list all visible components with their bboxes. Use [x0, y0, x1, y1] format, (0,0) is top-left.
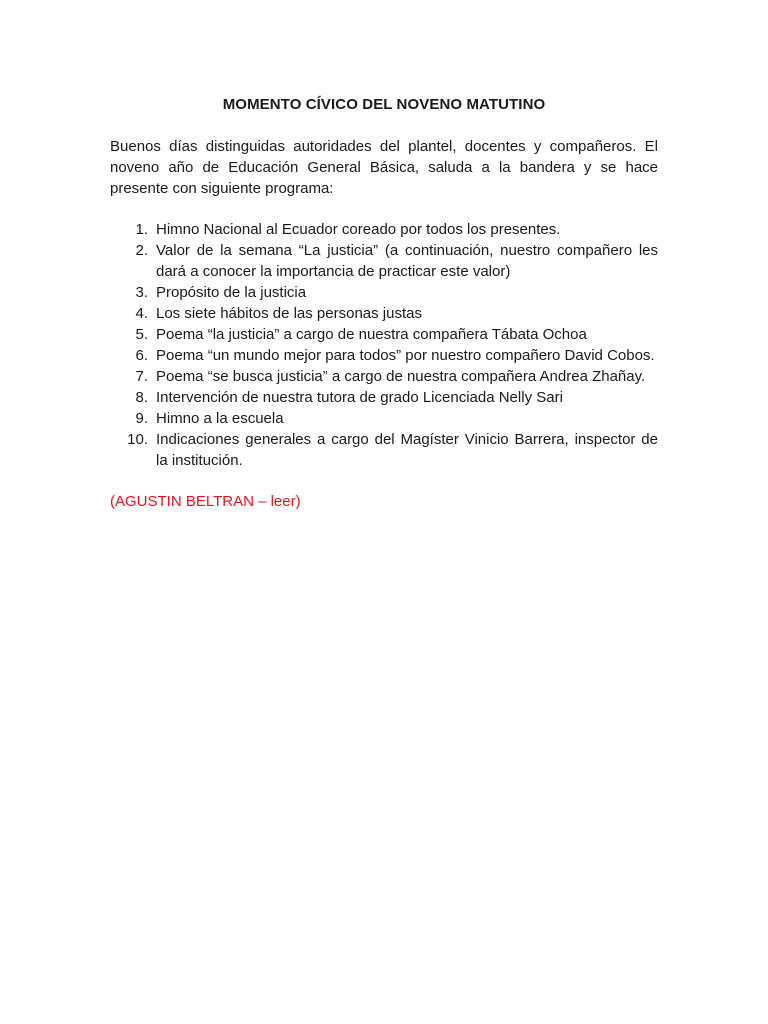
program-item-number: 10.	[127, 431, 148, 448]
program-item-number: 1.	[135, 221, 148, 238]
program-item	[110, 366, 658, 387]
program-item-text: Poema “un mundo mejor para todos” por nuestro compañero David Cobos.	[156, 347, 655, 364]
program-item-number: 7.	[135, 368, 148, 385]
program-item	[110, 429, 658, 471]
program-item-text: Valor de la semana “La justicia” (a continuación, nuestro compañero les dará a conocer la importancia de practicar este valor)	[156, 242, 658, 280]
program-item	[110, 240, 658, 282]
program-item	[110, 219, 658, 240]
program-item-text: Indicaciones generales a cargo del Magíster Vinicio Barrera, inspector de la institución.	[156, 431, 658, 469]
program-item	[110, 303, 658, 324]
program-item	[110, 408, 658, 429]
program-item-text: Poema “se busca justicia” a cargo de nuestra compañera Andrea Zhañay.	[156, 368, 646, 385]
program-item-number: 5.	[135, 326, 148, 343]
program-item-number: 4.	[135, 305, 148, 322]
program-item-number: 8.	[135, 389, 148, 406]
document-page	[110, 95, 658, 512]
document-title: MOMENTO CÍVICO DEL NOVENO MATUTINO	[222, 96, 546, 113]
program-item	[110, 387, 658, 408]
program-item-number: 6.	[135, 347, 148, 364]
program-item-number: 3.	[135, 284, 148, 301]
program-item-text: Intervención de nuestra tutora de grado Licenciada Nelly Sari	[156, 389, 563, 406]
closing-note: (AGUSTIN BELTRAN – leer)	[110, 493, 301, 510]
program-item-text: Himno a la escuela	[156, 410, 284, 427]
program-item	[110, 345, 658, 366]
program-item-text: Propósito de la justicia	[156, 284, 307, 301]
program-item-text: Himno Nacional al Ecuador coreado por todos los presentes.	[156, 221, 561, 238]
program-list	[110, 219, 658, 471]
intro-paragraph: Buenos días distinguidas autoridades del plantel, docentes y compañeros. El noveno año de Educación General Básica, saluda a la bandera y se hace presente con siguiente programa:	[110, 138, 658, 197]
program-item-number: 2.	[135, 242, 148, 259]
program-item	[110, 324, 658, 345]
program-item-text: Los siete hábitos de las personas justas	[156, 305, 422, 322]
program-item-number: 9.	[135, 410, 148, 427]
program-item-text: Poema “la justicia” a cargo de nuestra compañera Tábata Ochoa	[156, 326, 587, 343]
program-item	[110, 282, 658, 303]
